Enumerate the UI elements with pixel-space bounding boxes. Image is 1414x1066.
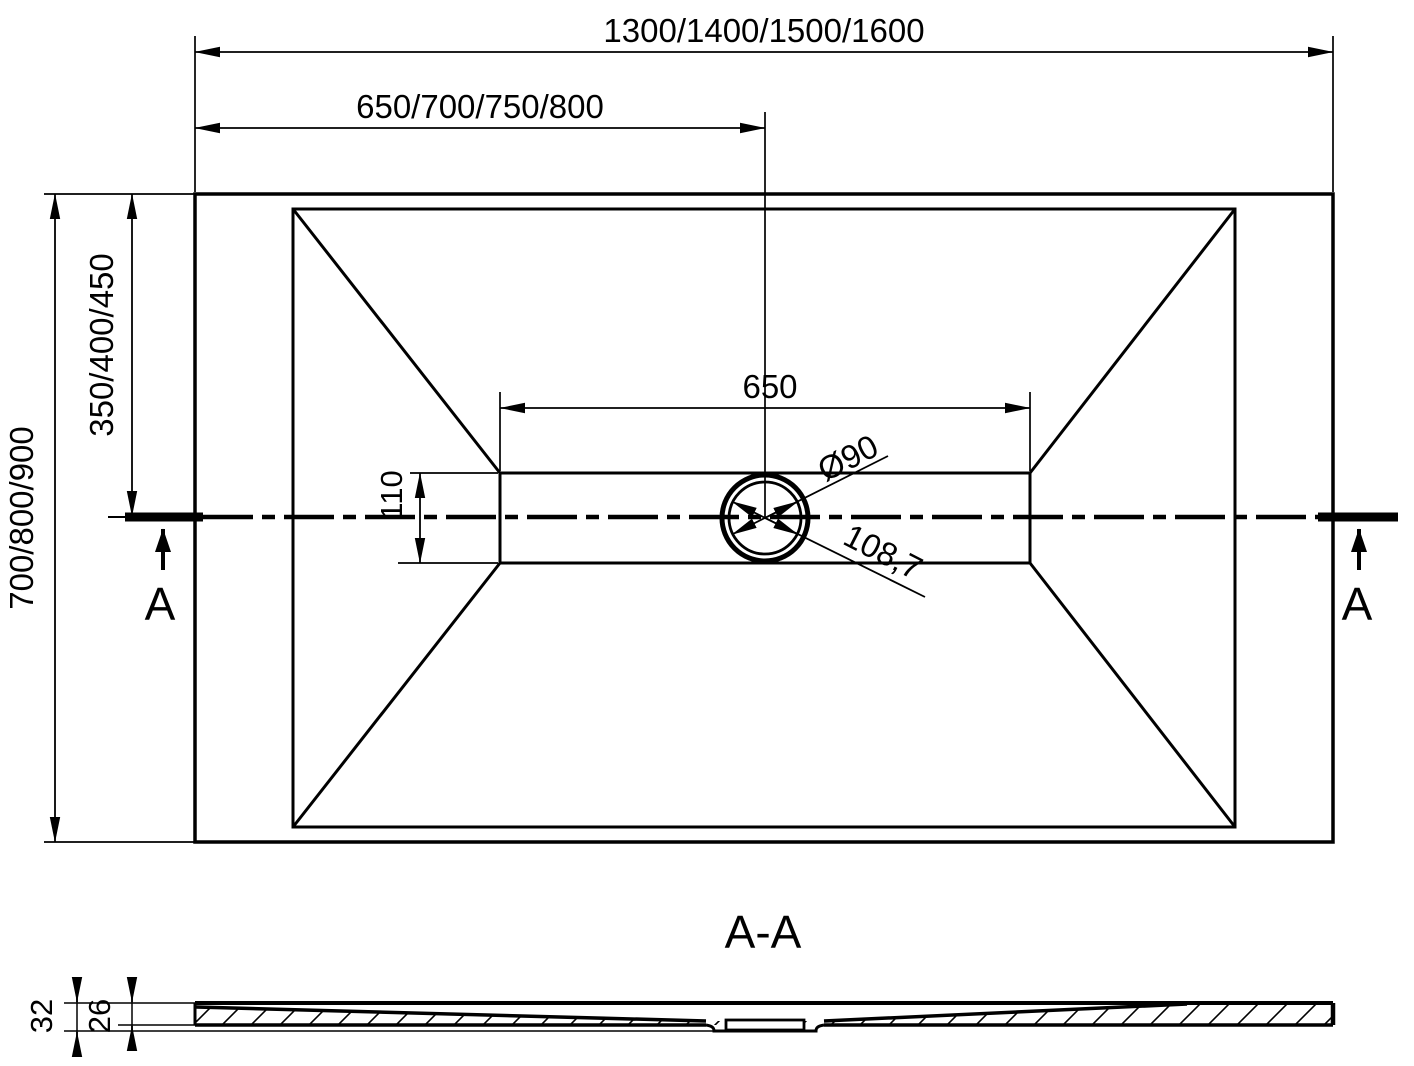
plan-view <box>3 12 1398 842</box>
dim-channel-length-label: 650 <box>742 368 798 405</box>
section-marker-left-label: A <box>144 578 176 630</box>
extension-lines <box>44 36 1333 842</box>
dim-channel-width-label: 110 <box>374 470 409 520</box>
dim-half-width-label: 350/400/450 <box>83 253 120 437</box>
dim-body-thickness-label: 26 <box>82 998 117 1034</box>
section-marker-right-label: A <box>1341 578 1373 630</box>
diagonal-top-right <box>1030 209 1235 473</box>
diagonal-bottom-left <box>293 563 500 827</box>
leader-drain-outer-arrow <box>765 518 798 535</box>
dim-half-length-label: 650/700/750/800 <box>356 88 604 125</box>
dim-total-thickness-label: 32 <box>24 998 59 1034</box>
drain-outer-diameter-label: 108,7 <box>838 516 929 587</box>
dim-overall-width-label: 700/800/900 <box>3 426 40 610</box>
section-title: A-A <box>724 906 802 958</box>
section-view <box>24 906 1333 1055</box>
drain-recess-inner-box <box>726 1020 804 1030</box>
dim-overall-length-label: 1300/1400/1500/1600 <box>603 12 925 49</box>
dimension-lines <box>55 52 1333 842</box>
drain-diameter-label: Ø90 <box>811 427 884 489</box>
plan-view-labels <box>3 12 1373 630</box>
diagonal-bottom-right <box>1030 563 1235 827</box>
diagonal-top-left <box>293 209 500 473</box>
